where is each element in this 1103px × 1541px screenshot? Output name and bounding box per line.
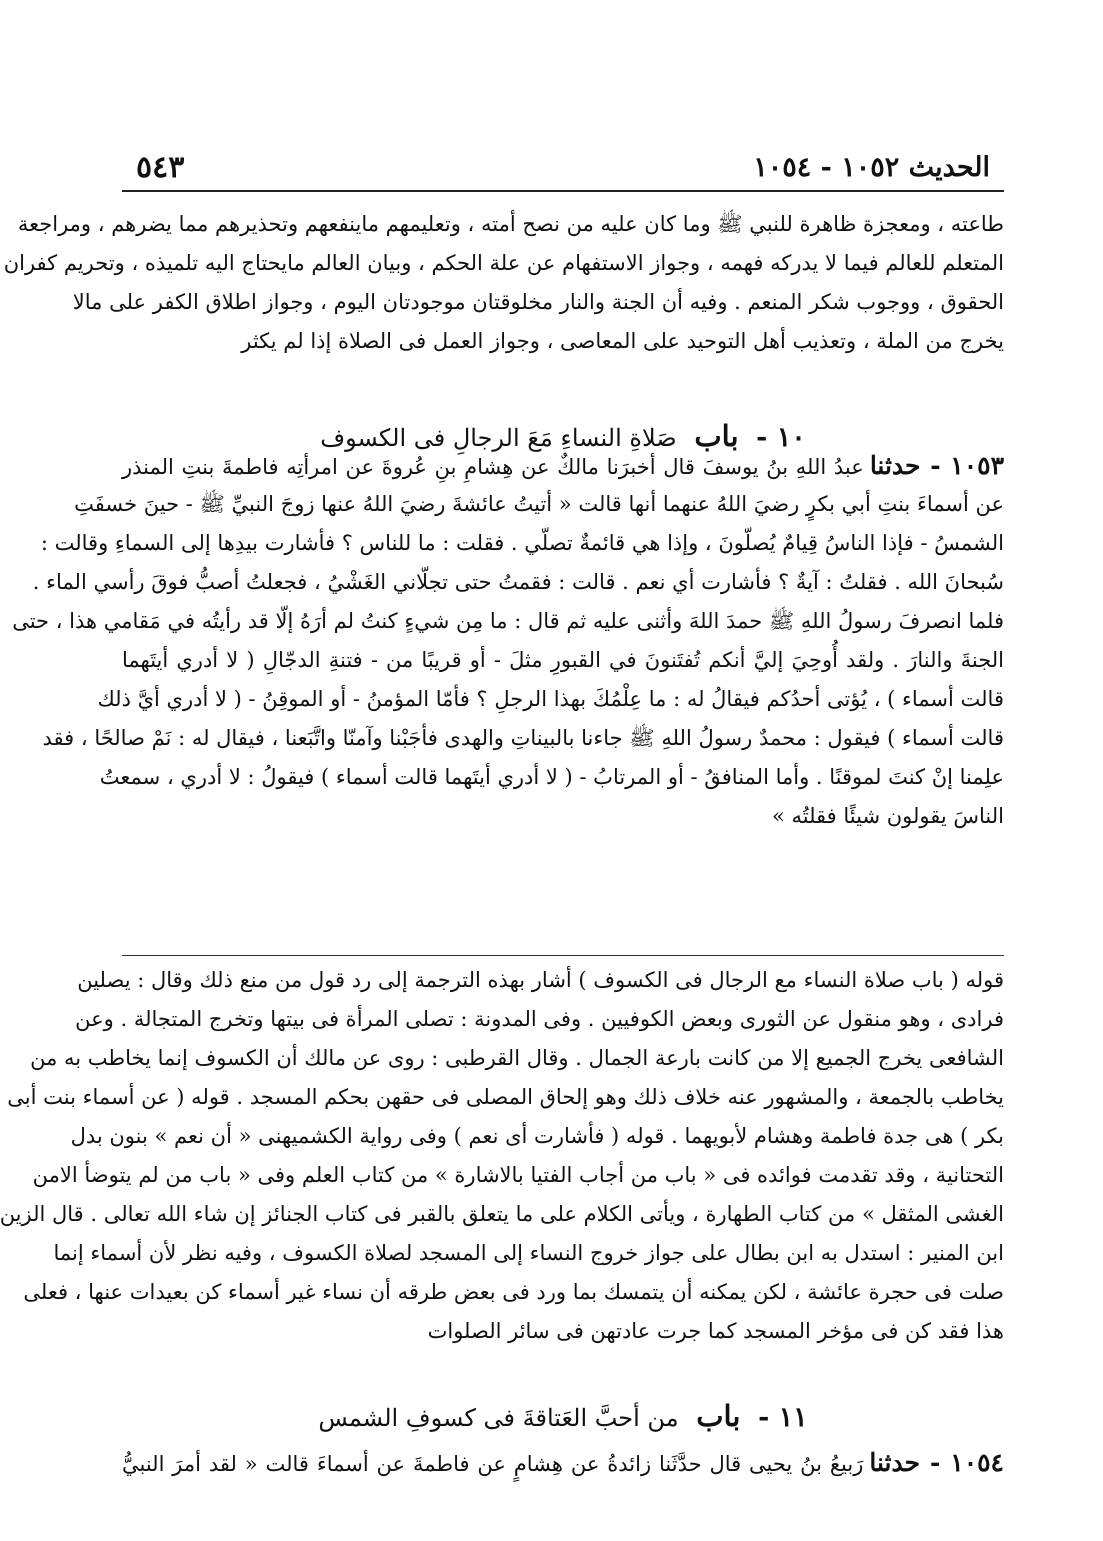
text-line: قوله ( باب صلاة النساء مع الرجال فى الكسوف ) أشار بهذه الترجمة إلى رد قول من منع ذلك وقال : يصلين <box>77 968 1004 992</box>
text-line: فلما انصرفَ رسولُ اللهِ ﷺ حمدَ اللهَ وأثنى عليه ثم قال : ما مِن شيءٍ كنتُ لم أرَهُ إلّا قد رأيتُه في مَقامي هذا ، حتى <box>12 609 1004 633</box>
text-line: الغشى المثقل » من كتاب الطهارة ، ويأتى الكلام على ما يتعلق بالقبر فى كتاب الجنائز إن شاء الله تعالى . قال الزين <box>0 1202 1004 1226</box>
commentary-continuation <box>3 205 1004 361</box>
chapter-title: من أحبَّ العَتاقةَ فى كسوفِ الشمس <box>318 1404 679 1432</box>
divider <box>122 955 1004 956</box>
chapter-keyword: باب <box>694 419 739 453</box>
commentary <box>0 961 1004 1351</box>
text-line: علِمنا إنْ كنتَ لموقنًا . وأما المنافقُ - أو المرتابُ - ( لا أدري أيتَهما قالت أسماء ) فيقولُ : لا أدري ، سمعتُ <box>99 765 1004 789</box>
text-line <box>122 446 1004 485</box>
text-line: سُبحانَ الله . فقلتُ : آيةٌ ؟ فأشارت أي نعم . قالت : فقمتُ حتى تجلّاني الغَشْيُ ، فجعلتُ أصبُّ فوقَ رأسي الماء . <box>32 570 1004 594</box>
text-line: يخاطب بالجمعة ، والمشهور عنه خلاف ذلك وهو إلحاق المصلى فى حقهن بحكم المسجد . قوله ( عن أسماء بنت أبى <box>7 1085 1004 1109</box>
page-number: ٥٤٣ <box>136 150 185 185</box>
hadith-1054 <box>122 1443 1004 1482</box>
chapter-keyword: باب <box>696 1399 741 1433</box>
hadith-1053 <box>12 446 1004 836</box>
text-line: ابن المنير : استدل به ابن بطال على جواز خروج النساء إلى المسجد لصلاة الكسوف ، وفيه نظر لأن أسماء إنما <box>53 1241 1004 1265</box>
hadith-text: رَبيعُ بنُ يحيى قال حدَّثَنا زائدةُ عن هِشامٍ عن فاطمةَ عن أسماءَ قالت « لقد أمرَ النبيُّ <box>122 1452 864 1476</box>
text-line: صلت فى حجرة عائشة ، لكن يمكنه أن يتمسك بما ورد فى بعض طرقه أن نساء غير أسماء كن بعيدات عنها ، فعلى <box>23 1280 1004 1304</box>
running-title: الحديث ١٠٥٢ - ١٠٥٤ <box>753 152 990 183</box>
text-line: قالت أسماء ) فيقول : محمدٌ رسولُ اللهِ ﷺ جاءنا بالبيناتِ والهدى فأجَبْنا وآمنّا واتَّبَعنا ، فيقال له : نَمْ صالحًا ، فقد <box>42 726 1004 750</box>
hadith-text: عبدُ اللهِ بنُ يوسفَ قال أخبرَنا مالكٌ عن هِشامِ بنِ عُروةَ عن امرأتِه فاطمةَ بنتِ المنذر <box>122 455 864 479</box>
text-line <box>122 1443 1004 1482</box>
text-line: قالت أسماء ) ، يُؤتى أحدُكم فيقالُ له : ما عِلْمُكَ بهذا الرجلِ ؟ فأمّا المؤمنُ - أو الموقِنُ - ( لا أدري أيَّ ذلك <box>97 687 1004 711</box>
text-line: عن أسماءَ بنتِ أبي بكرٍ رضيَ اللهُ عنهما أنها قالت « أتيتُ عائشةَ رضيَ اللهُ عنها زوجَ النبيِّ ﷺ - حينَ خسفَتِ <box>74 492 1004 516</box>
hadith-lead: ١٠٥٤ - حدثنا <box>869 1448 1004 1477</box>
chapter-number: ١١ - <box>758 1402 808 1433</box>
chapter-heading-11 <box>122 1396 1004 1436</box>
text-line: يخرج من الملة ، وتعذيب أهل التوحيد على المعاصى ، وجواز العمل فى الصلاة إذا لم يكثر <box>241 329 1004 353</box>
text-line: بكر ) هى جدة فاطمة وهشام لأبويهما . قوله ( فأشارت أى نعم ) وفى رواية الكشميهنى « أن نعم » بنون بدل <box>70 1124 1004 1148</box>
chapter-title: صَلاةِ النساءِ مَعَ الرجالِ فى الكسوف <box>320 424 677 452</box>
text-line: الجنةَ والنارَ . ولقد أُوحِيَ إليَّ أنكم تُفتَنونَ في القبورِ مثلَ - أو قريبًا من - فتنةِ الدجّالِ ( لا أدري أيتَهما <box>122 648 1004 672</box>
page-header <box>122 150 1004 192</box>
text-line: الحقوق ، ووجوب شكر المنعم . وفيه أن الجنة والنار مخلوقتان موجودتان اليوم ، وجواز اطلاق الكفر على مالا <box>72 290 1004 314</box>
text-line: طاعته ، ومعجزة ظاهرة للنبي ﷺ وما كان عليه من نصح أمته ، وتعليمهم ماينفعهم وتحذيرهم مما يضرهم ، ومراجعة <box>17 212 1004 236</box>
text-line: هذا فقد كن فى مؤخر المسجد كما جرت عادتهن فى سائر الصلوات <box>427 1319 1004 1343</box>
text-line: المتعلم للعالم فيما لا يدركه فهمه ، وجواز الاستفهام عن علة الحكم ، وبيان العالم مايحتاج اليه تلميذه ، وتحريم كفران <box>3 251 1004 275</box>
text-line: التحتانية ، وقد تقدمت فوائده فى « باب من أجاب الفتيا بالاشارة » من كتاب العلم وفى « باب من لم يتوضأ الامن <box>32 1163 1004 1187</box>
text-line: الناسَ يقولون شيئًا فقلتُه » <box>771 804 1004 828</box>
chapter-number: ١٠ - <box>756 422 806 453</box>
text-line: الشمسُ - فإذا الناسُ قِيامٌ يُصلّونَ ، وإذا هي قائمةٌ تصلّي . فقلت : ما للناس ؟ فأشارت بيدِها إلى السماءِ وقالت : <box>40 531 1004 555</box>
text-line: فرادى ، وهو منقول عن الثورى وبعض الكوفيين . وفى المدونة : تصلى المرأة فى بيتها وتخرج المتجالة . وعن <box>75 1007 1004 1031</box>
hadith-lead: ١٠٥٣ - حدثنا <box>869 451 1004 480</box>
text-line: الشافعى يخرج الجميع إلا من كانت بارعة الجمال . وقال القرطبى : روى عن مالك أن الكسوف إنما يخاطب به من <box>30 1046 1004 1070</box>
